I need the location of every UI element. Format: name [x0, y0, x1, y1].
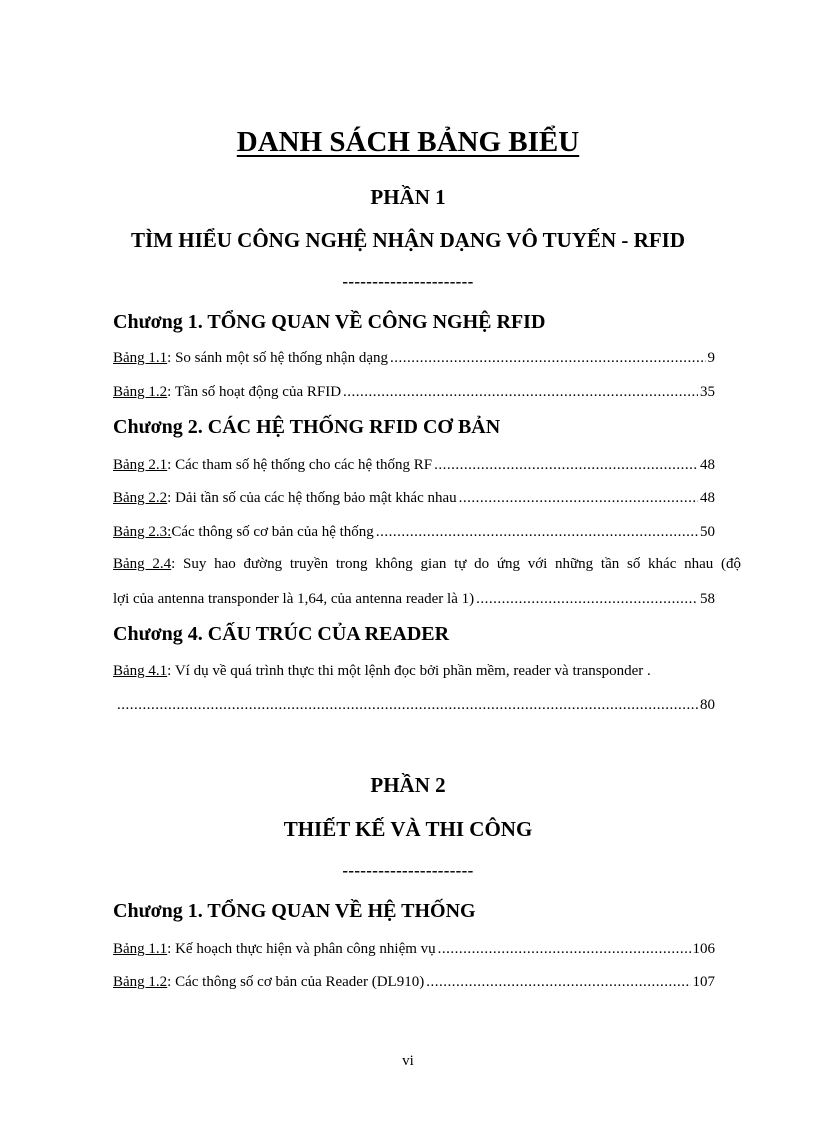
page-ref: 9	[707, 350, 715, 366]
dot-leader	[390, 349, 706, 367]
page-number: vi	[402, 1053, 414, 1069]
page-ref: 50	[700, 524, 715, 540]
part1-label: PHẦN 1	[370, 185, 446, 209]
part2-label: PHẦN 2	[370, 773, 446, 797]
toc-entry-line1[interactable]	[113, 662, 753, 680]
table-number-link[interactable]: Bảng 1.2	[113, 974, 168, 990]
page-ref: 58	[700, 591, 715, 607]
toc-entry[interactable]	[113, 456, 715, 474]
dot-leader	[343, 383, 698, 401]
table-number-link[interactable]: Bảng 2.2	[113, 490, 168, 506]
part1-chapter-2-title: Chương 2. CÁC HỆ THỐNG RFID CƠ BẢN	[113, 416, 501, 438]
page-title: DANH SÁCH BẢNG BIỂU	[236, 126, 580, 158]
toc-entry-line1[interactable]	[113, 555, 741, 573]
page-ref: 35	[700, 384, 715, 400]
page-ref: 48	[700, 457, 715, 473]
part2-heading: THIẾT KẾ VÀ THI CÔNG	[283, 817, 533, 841]
table-number-link[interactable]: Bảng 1.2	[113, 384, 168, 400]
table-caption: lợi của antenna transponder là 1,64, của antenna reader là 1)	[113, 591, 475, 607]
dot-leader	[426, 973, 690, 991]
part1-chapter-4-title: Chương 4. CẤU TRÚC CỦA READER	[113, 623, 450, 645]
part1-chapter-1-title: Chương 1. TỔNG QUAN VỀ CÔNG NGHỆ RFID	[113, 311, 546, 333]
page-ref: 107	[692, 974, 715, 990]
dot-leader	[376, 523, 698, 541]
part2-chapter-1-title: Chương 1. TỔNG QUAN VỀ HỆ THỐNG	[113, 900, 476, 922]
toc-entry[interactable]	[113, 349, 715, 367]
dot-leader	[459, 489, 698, 507]
table-number-link[interactable]: Bảng 2.4	[113, 556, 172, 572]
toc-entry[interactable]	[113, 973, 715, 991]
part2-separator: ----------------------	[342, 861, 474, 880]
table-caption: : Ví dụ về quá trình thực thi một lệnh đọc bởi phần mềm, reader và transponder .	[167, 663, 651, 679]
toc-entry[interactable]	[113, 489, 715, 507]
table-number-link[interactable]: Bảng 1.1	[113, 350, 168, 366]
dot-leader	[476, 590, 698, 608]
dot-leader	[117, 696, 698, 714]
table-caption: : Tần số hoạt động của RFID	[167, 384, 342, 400]
page-ref: 106	[692, 941, 715, 957]
dot-leader	[434, 456, 698, 474]
toc-entry[interactable]	[113, 940, 715, 958]
table-caption: : Các tham số hệ thống cho các hệ thống RF	[167, 457, 433, 473]
table-caption: : Dải tần số của các hệ thống bảo mật khác nhau	[167, 490, 457, 506]
table-number-link[interactable]: Bảng 2.1	[113, 457, 168, 473]
table-caption: Các thông số cơ bản của hệ thống	[171, 524, 374, 540]
table-number-link[interactable]: Bảng 4.1	[113, 663, 168, 679]
part1-separator: ----------------------	[342, 272, 474, 291]
dot-leader	[438, 940, 691, 958]
part1-heading: TÌM HIỂU CÔNG NGHỆ NHẬN DẠNG VÔ TUYẾN - RFID	[130, 228, 685, 252]
table-caption: : Suy hao đường truyền trong không gian tự do ứng với những tần số khác nhau (độ	[171, 556, 741, 572]
table-number-link[interactable]: Bảng 2.3:	[113, 524, 172, 540]
toc-entry-line2[interactable]	[113, 590, 715, 608]
toc-entry[interactable]	[113, 523, 715, 541]
table-caption: : Các thông số cơ bản của Reader (DL910)	[167, 974, 425, 990]
table-number-link[interactable]: Bảng 1.1	[113, 941, 168, 957]
table-caption: : So sánh một số hệ thống nhận dạng	[167, 350, 388, 366]
page-ref: 80	[700, 697, 715, 713]
toc-entry-line2[interactable]	[113, 696, 715, 714]
toc-entry[interactable]	[113, 383, 715, 401]
page-ref: 48	[700, 490, 715, 506]
table-caption: : Kế hoạch thực hiện và phân công nhiệm vụ	[167, 941, 436, 957]
